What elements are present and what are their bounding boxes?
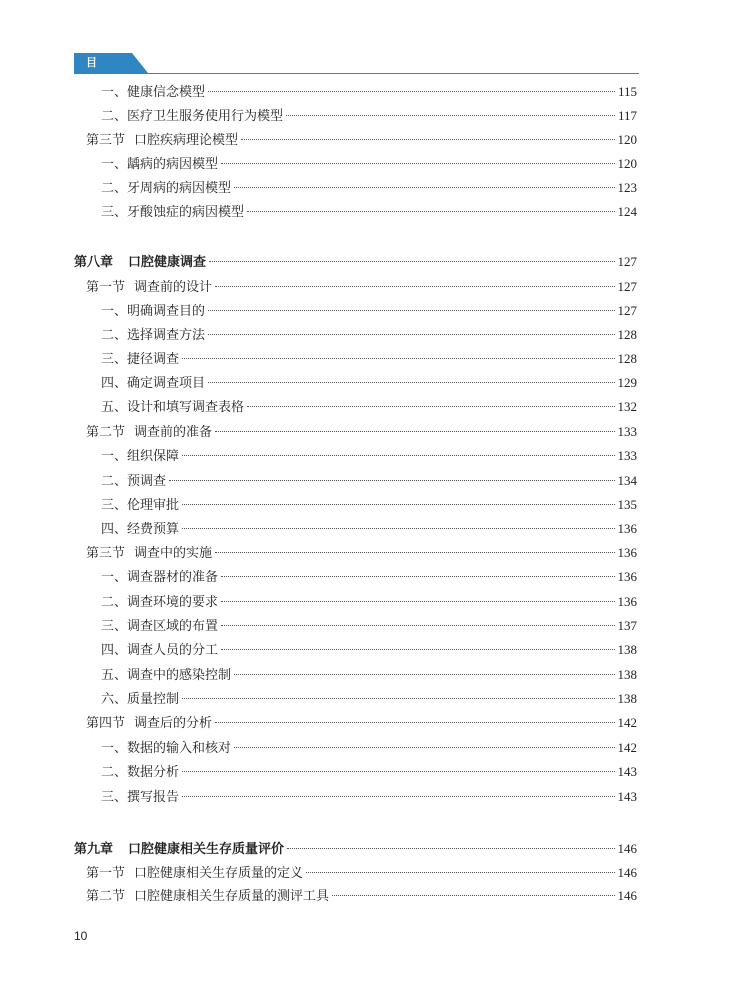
dot-leader: [221, 163, 614, 164]
toc-page-number: 127: [617, 254, 637, 269]
toc-page-number: 129: [617, 375, 637, 390]
dot-leader: [209, 261, 614, 262]
toc-subsection-entry[interactable]: [101, 615, 637, 635]
toc-subsection-entry[interactable]: [101, 201, 637, 221]
dot-leader: [221, 649, 614, 650]
dot-leader: [182, 796, 614, 797]
toc-page-number: 124: [617, 204, 637, 219]
page-number: 10: [74, 929, 88, 943]
toc-subsection-entry[interactable]: [101, 566, 637, 586]
dot-leader: [182, 698, 614, 699]
toc-section-entry[interactable]: [86, 129, 637, 149]
toc-entry-title: [101, 688, 179, 707]
toc-section-entry[interactable]: [86, 862, 637, 882]
toc-entry-title: [74, 838, 284, 857]
toc-entry-title: [86, 276, 212, 295]
toc-entry-title: [101, 494, 179, 513]
toc-page-number: 127: [617, 303, 637, 318]
toc-entry-text: 一、明确调查目的: [101, 304, 206, 319]
toc-entry-number: 第二节: [86, 425, 126, 440]
toc-entry-text: 口腔健康相关生存质量的定义: [134, 866, 304, 881]
toc-entry-title: [101, 201, 244, 220]
toc-page-number: 142: [617, 715, 637, 730]
toc-entry-title: [86, 885, 329, 904]
toc-entry-number: 第九章: [74, 842, 114, 857]
toc-entry-title: [101, 324, 205, 343]
dot-leader: [169, 480, 614, 481]
toc-entry-text: 口腔疾病理论模型: [134, 133, 239, 148]
toc-entry-title: [86, 542, 212, 561]
toc-entry-text: 三、撰写报告: [101, 790, 180, 805]
toc-entry-title: [86, 421, 212, 440]
toc-entry-text: 四、经费预算: [101, 522, 180, 537]
toc-entry-text: 口腔健康调查: [128, 255, 207, 270]
toc-page-number: 127: [617, 279, 637, 294]
toc-subsection-entry[interactable]: [101, 664, 637, 684]
toc-section-entry[interactable]: [86, 885, 637, 905]
toc-entry-text: 调查前的准备: [134, 425, 213, 440]
toc-entry-number: 第二节: [86, 889, 126, 904]
toc-entry-number: 第八章: [74, 255, 114, 270]
toc-page-number: 146: [617, 865, 637, 880]
toc-entry-text: 四、调查人员的分工: [101, 643, 219, 658]
toc-entry-text: 六、质量控制: [101, 692, 180, 707]
dot-leader: [286, 115, 615, 116]
dot-leader: [221, 601, 614, 602]
toc-entry-title: [101, 105, 283, 124]
toc-subsection-entry[interactable]: [101, 81, 637, 101]
toc-entry-text: 五、调查中的感染控制: [101, 668, 232, 683]
dot-leader: [215, 552, 614, 553]
toc-entry-text: 四、确定调查项目: [101, 376, 206, 391]
dot-leader: [208, 91, 615, 92]
toc-entry-text: 三、调查区域的布置: [101, 619, 219, 634]
toc-page-number: 136: [617, 594, 637, 609]
toc-entry-title: [101, 639, 218, 658]
toc-entry-number: 第三节: [86, 546, 126, 561]
toc-subsection-entry[interactable]: [101, 494, 637, 514]
toc-entry-title: [101, 664, 231, 683]
dot-leader: [182, 528, 614, 529]
toc-subsection-entry[interactable]: [101, 105, 637, 125]
toc-page-number: 128: [617, 351, 637, 366]
toc-page-number: 132: [617, 399, 637, 414]
toc-page-number: 134: [617, 473, 637, 488]
toc-entry-text: 口腔健康相关生存质量评价: [128, 842, 285, 857]
toc-subsection-entry[interactable]: [101, 761, 637, 781]
toc-subsection-entry[interactable]: [101, 591, 637, 611]
toc-entry-title: [101, 470, 166, 489]
dot-leader: [182, 771, 614, 772]
toc-page-number: 123: [617, 180, 637, 195]
dot-leader: [306, 872, 614, 873]
toc-section-entry[interactable]: [86, 421, 637, 441]
dot-leader: [234, 674, 614, 675]
dot-leader: [215, 286, 614, 287]
toc-entry-title: [101, 445, 179, 464]
toc-entry-number: 第四节: [86, 716, 126, 731]
toc-subsection-entry[interactable]: [101, 786, 637, 806]
toc-entry-text: 二、选择调查方法: [101, 328, 206, 343]
toc-page-number: 115: [617, 84, 637, 99]
toc-page-number: 138: [617, 667, 637, 682]
header-divider: [74, 73, 639, 74]
toc-subsection-entry[interactable]: [101, 324, 637, 344]
toc-subsection-entry[interactable]: [101, 470, 637, 490]
toc-page-number: 136: [617, 569, 637, 584]
toc-subsection-entry[interactable]: [101, 737, 637, 757]
toc-page-number: 142: [617, 740, 637, 755]
toc-entry-title: [101, 81, 205, 100]
toc-entry-text: 一、健康信念模型: [101, 85, 206, 100]
toc-entry-text: 口腔健康相关生存质量的测评工具: [134, 889, 330, 904]
toc-entry-title: [101, 761, 179, 780]
dot-leader: [208, 382, 614, 383]
toc-entry-text: 三、捷径调查: [101, 352, 180, 367]
toc-subsection-entry[interactable]: [101, 153, 637, 173]
toc-section-entry[interactable]: [86, 276, 637, 296]
toc-entry-number: 第一节: [86, 280, 126, 295]
toc-subsection-entry[interactable]: [101, 445, 637, 465]
toc-page-number: 120: [617, 156, 637, 171]
dot-leader: [182, 358, 614, 359]
toc-page-number: 133: [617, 448, 637, 463]
toc-entry-title: [101, 177, 231, 196]
toc-entry-title: [74, 251, 206, 270]
toc-entry-text: 一、数据的输入和核对: [101, 741, 232, 756]
toc-entry-text: 五、设计和填写调查表格: [101, 400, 245, 415]
toc-entry-text: 二、牙周病的病因模型: [101, 181, 232, 196]
toc-entry-text: 二、数据分析: [101, 765, 180, 780]
toc-subsection-entry[interactable]: [101, 348, 637, 368]
toc-entry-text: 二、预调查: [101, 474, 167, 489]
dot-leader: [182, 504, 614, 505]
toc-page-number: 146: [617, 888, 637, 903]
toc-header-label: 目 录: [86, 56, 105, 89]
toc-chapter-entry[interactable]: [74, 838, 637, 858]
dot-leader: [221, 625, 614, 626]
toc-entry-text: 一、调查器材的准备: [101, 570, 219, 585]
toc-page-number: 143: [617, 789, 637, 804]
toc-page-number: 136: [617, 521, 637, 536]
toc-entry-title: [101, 348, 179, 367]
toc-entry-title: [101, 396, 244, 415]
dot-leader: [287, 848, 614, 849]
toc-entry-text: 一、组织保障: [101, 449, 180, 464]
toc-page-number: 133: [617, 424, 637, 439]
toc-subsection-entry[interactable]: [101, 177, 637, 197]
toc-page-number: 120: [617, 132, 637, 147]
toc-page-number: 137: [617, 618, 637, 633]
dot-leader: [215, 722, 614, 723]
toc-entry-title: [101, 737, 231, 756]
dot-leader: [241, 139, 614, 140]
dot-leader: [234, 187, 614, 188]
toc-section-entry[interactable]: [86, 542, 637, 562]
toc-entry-number: 第一节: [86, 866, 126, 881]
toc-entry-text: 调查前的设计: [134, 280, 213, 295]
toc-page-number: 143: [617, 764, 637, 779]
toc-entry-text: 二、调查环境的要求: [101, 595, 219, 610]
dot-leader: [247, 211, 614, 212]
toc-entry-title: [101, 566, 218, 585]
dot-leader: [221, 576, 614, 577]
dot-leader: [234, 747, 614, 748]
toc-subsection-entry[interactable]: [101, 688, 637, 708]
toc-subsection-entry[interactable]: [101, 639, 637, 659]
toc-entry-title: [101, 153, 218, 172]
toc-entry-text: 一、龋病的病因模型: [101, 157, 219, 172]
toc-entry-title: [101, 615, 218, 634]
toc-chapter-entry[interactable]: [74, 251, 637, 271]
toc-page-number: 146: [617, 841, 637, 856]
toc-subsection-entry[interactable]: [101, 372, 637, 392]
dot-leader: [215, 431, 614, 432]
toc-entry-text: 调查中的实施: [134, 546, 213, 561]
dot-leader: [182, 455, 614, 456]
toc-page-number: 138: [617, 691, 637, 706]
toc-page-number: 136: [617, 545, 637, 560]
toc-section-entry[interactable]: [86, 712, 637, 732]
toc-page-number: 135: [617, 497, 637, 512]
toc-entry-text: 调查后的分析: [134, 716, 213, 731]
toc-entry-text: 二、医疗卫生服务使用行为模型: [101, 109, 284, 124]
toc-page-number: 128: [617, 327, 637, 342]
toc-entry-title: [86, 862, 303, 881]
toc-entry-title: [101, 300, 205, 319]
toc-page-number: 117: [617, 108, 637, 123]
toc-entry-title: [101, 518, 179, 537]
toc-subsection-entry[interactable]: [101, 518, 637, 538]
dot-leader: [208, 334, 614, 335]
dot-leader: [332, 895, 614, 896]
dot-leader: [208, 310, 614, 311]
toc-entry-title: [101, 372, 205, 391]
toc-entry-text: 三、伦理审批: [101, 498, 180, 513]
toc-entry-title: [101, 591, 218, 610]
dot-leader: [247, 406, 614, 407]
toc-entry-title: [101, 786, 179, 805]
toc-subsection-entry[interactable]: [101, 300, 637, 320]
toc-page-number: 138: [617, 642, 637, 657]
toc-subsection-entry[interactable]: [101, 396, 637, 416]
toc-entry-title: [86, 129, 238, 148]
toc-header-tab: [74, 53, 132, 89]
toc-entry-title: [86, 712, 212, 731]
toc-entry-number: 第三节: [86, 133, 126, 148]
toc-entry-text: 三、牙酸蚀症的病因模型: [101, 205, 245, 220]
